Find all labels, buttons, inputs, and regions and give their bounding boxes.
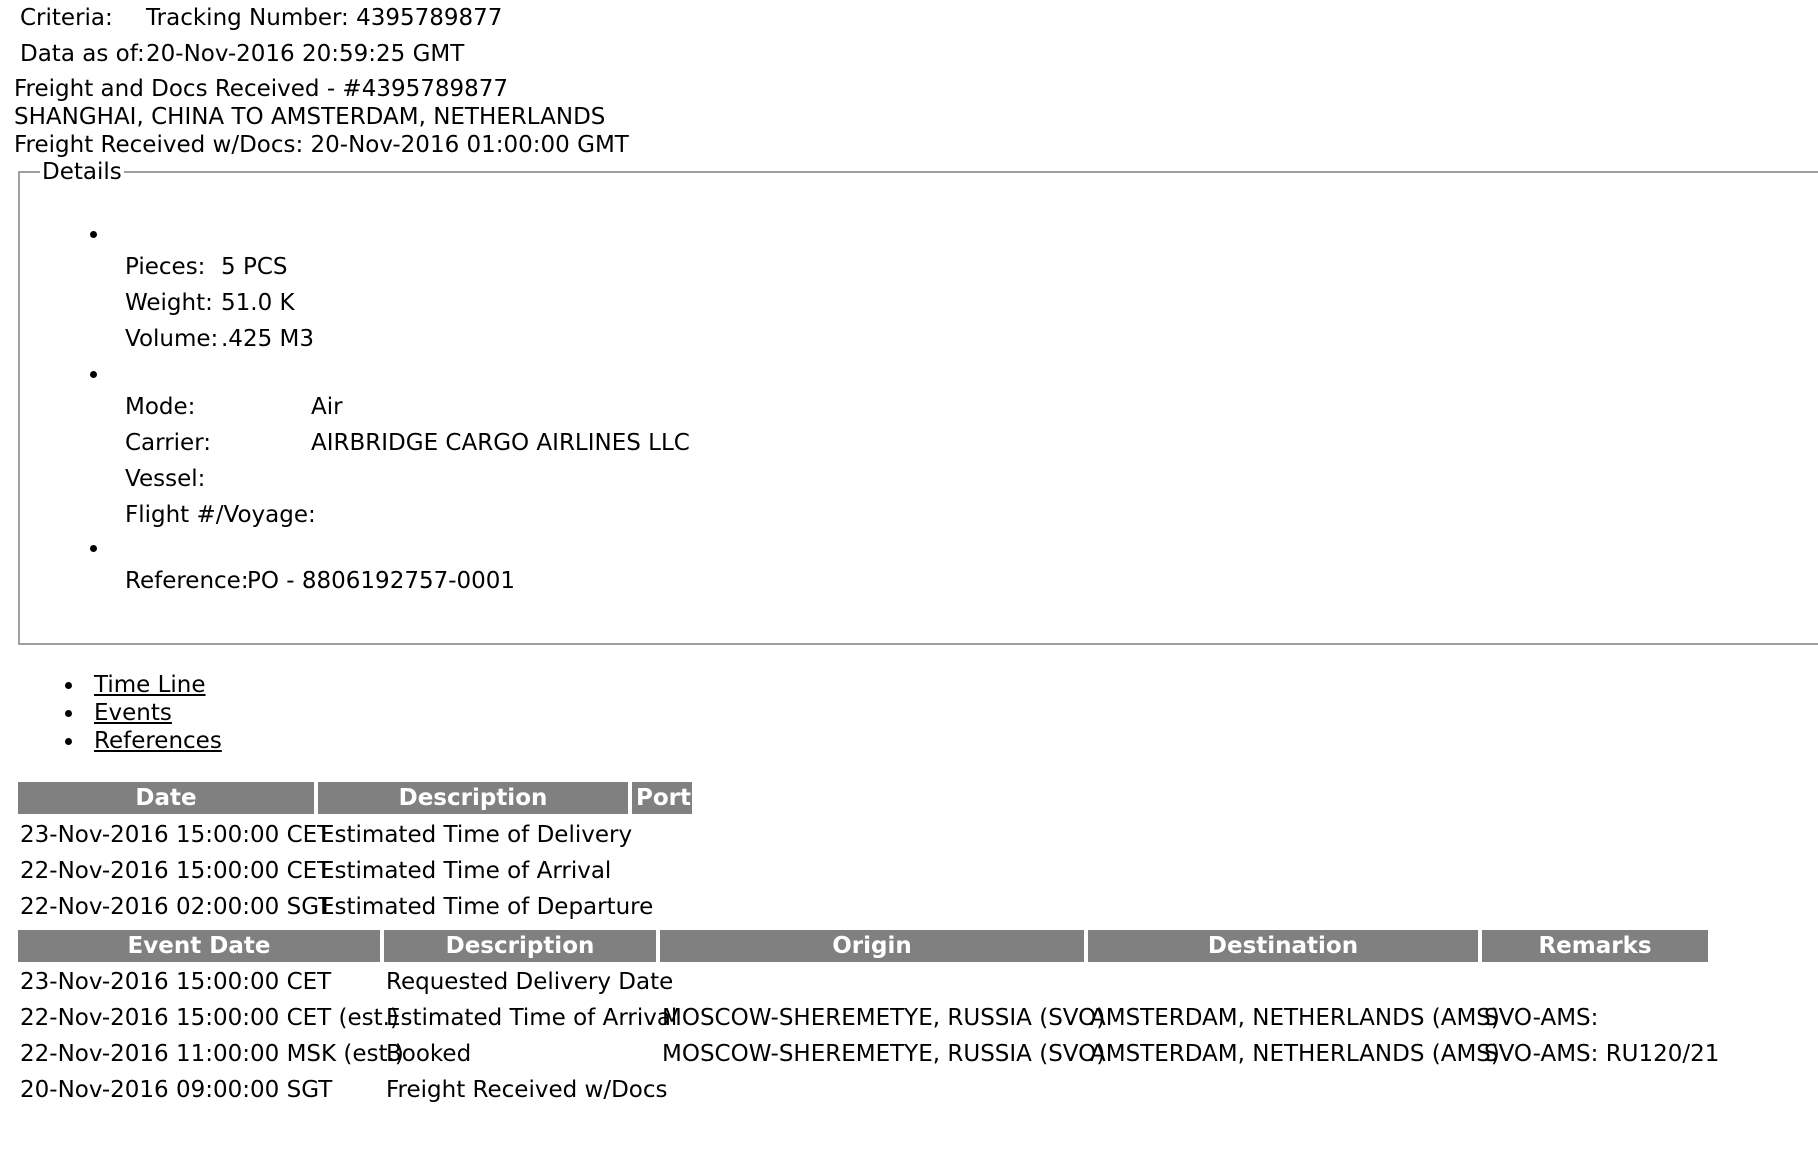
tab-references[interactable]: References [94,728,222,754]
bullet-icon [65,682,72,689]
timeline-header-description: Description [318,782,628,814]
data-as-of-value: 20-Nov-2016 20:59:25 GMT [146,41,465,67]
tab-events[interactable]: Events [94,700,172,726]
events-header-destination: Destination [1088,930,1478,962]
criteria-value: Tracking Number: 4395789877 [146,5,503,31]
reference-label: Reference: [125,568,249,594]
events-cell-description: Requested Delivery Date [386,969,674,995]
mode-value: Air [311,394,343,420]
carrier-value: AIRBRIDGE CARGO AIRLINES LLC [311,430,690,456]
bullet-icon [65,738,72,745]
pieces-label: Pieces: [125,254,206,280]
vessel-label: Vessel: [125,466,206,492]
events-cell-remarks: SVO-AMS: [1484,1005,1599,1031]
weight-label: Weight: [125,290,213,316]
timeline-cell-description: Estimated Time of Departure [320,894,654,920]
events-header-remarks: Remarks [1482,930,1708,962]
timeline-cell-date: 23-Nov-2016 15:00:00 CET [20,822,332,848]
bullet-icon [90,545,97,552]
events-cell-destination: AMSTERDAM, NETHERLANDS (AMS) [1090,1041,1500,1067]
timeline-cell-date: 22-Nov-2016 15:00:00 CET [20,858,332,884]
bullet-icon [65,710,72,717]
events-cell-date: 22-Nov-2016 15:00:00 CET (est.) [20,1005,399,1031]
timeline-cell-description: Estimated Time of Arrival [320,858,612,884]
events-cell-description: Freight Received w/Docs [386,1077,668,1103]
timeline-cell-description: Estimated Time of Delivery [320,822,633,848]
reference-value: PO - 8806192757-0001 [247,568,516,594]
events-cell-description: Estimated Time of Arrival [386,1005,678,1031]
events-cell-origin: MOSCOW-SHEREMETYE, RUSSIA (SVO) [662,1005,1106,1031]
shipment-route: SHANGHAI, CHINA TO AMSTERDAM, NETHERLANDS [14,104,606,130]
weight-value: 51.0 K [221,290,295,316]
timeline-header-port: Port [632,782,692,814]
events-cell-description: Booked [386,1041,472,1067]
events-cell-date: 20-Nov-2016 09:00:00 SGT [20,1077,333,1103]
shipment-status-title: Freight and Docs Received - #4395789877 [14,76,509,102]
events-header-description: Description [384,930,656,962]
details-legend: Details [42,159,122,185]
volume-label: Volume: [125,326,219,352]
data-as-of-label: Data as of: [20,41,145,67]
timeline-cell-date: 22-Nov-2016 02:00:00 SGT [20,894,333,920]
events-header-origin: Origin [660,930,1084,962]
events-cell-date: 22-Nov-2016 11:00:00 MSK (est.) [20,1041,404,1067]
carrier-label: Carrier: [125,430,212,456]
events-cell-destination: AMSTERDAM, NETHERLANDS (AMS) [1090,1005,1500,1031]
shipment-received: Freight Received w/Docs: 20-Nov-2016 01:00:00 GMT [14,132,629,158]
events-cell-origin: MOSCOW-SHEREMETYE, RUSSIA (SVO) [662,1041,1106,1067]
bullet-icon [90,231,97,238]
events-header-event-date: Event Date [18,930,380,962]
mode-label: Mode: [125,394,196,420]
tab-time-line[interactable]: Time Line [94,672,206,698]
bullet-icon [90,371,97,378]
pieces-value: 5 PCS [221,254,288,280]
volume-value: .425 M3 [221,326,314,352]
events-cell-remarks: SVO-AMS: RU120/21 [1484,1041,1720,1067]
flight-label: Flight #/Voyage: [125,502,316,528]
timeline-header-date: Date [18,782,314,814]
events-cell-date: 23-Nov-2016 15:00:00 CET [20,969,332,995]
criteria-label: Criteria: [20,5,113,31]
